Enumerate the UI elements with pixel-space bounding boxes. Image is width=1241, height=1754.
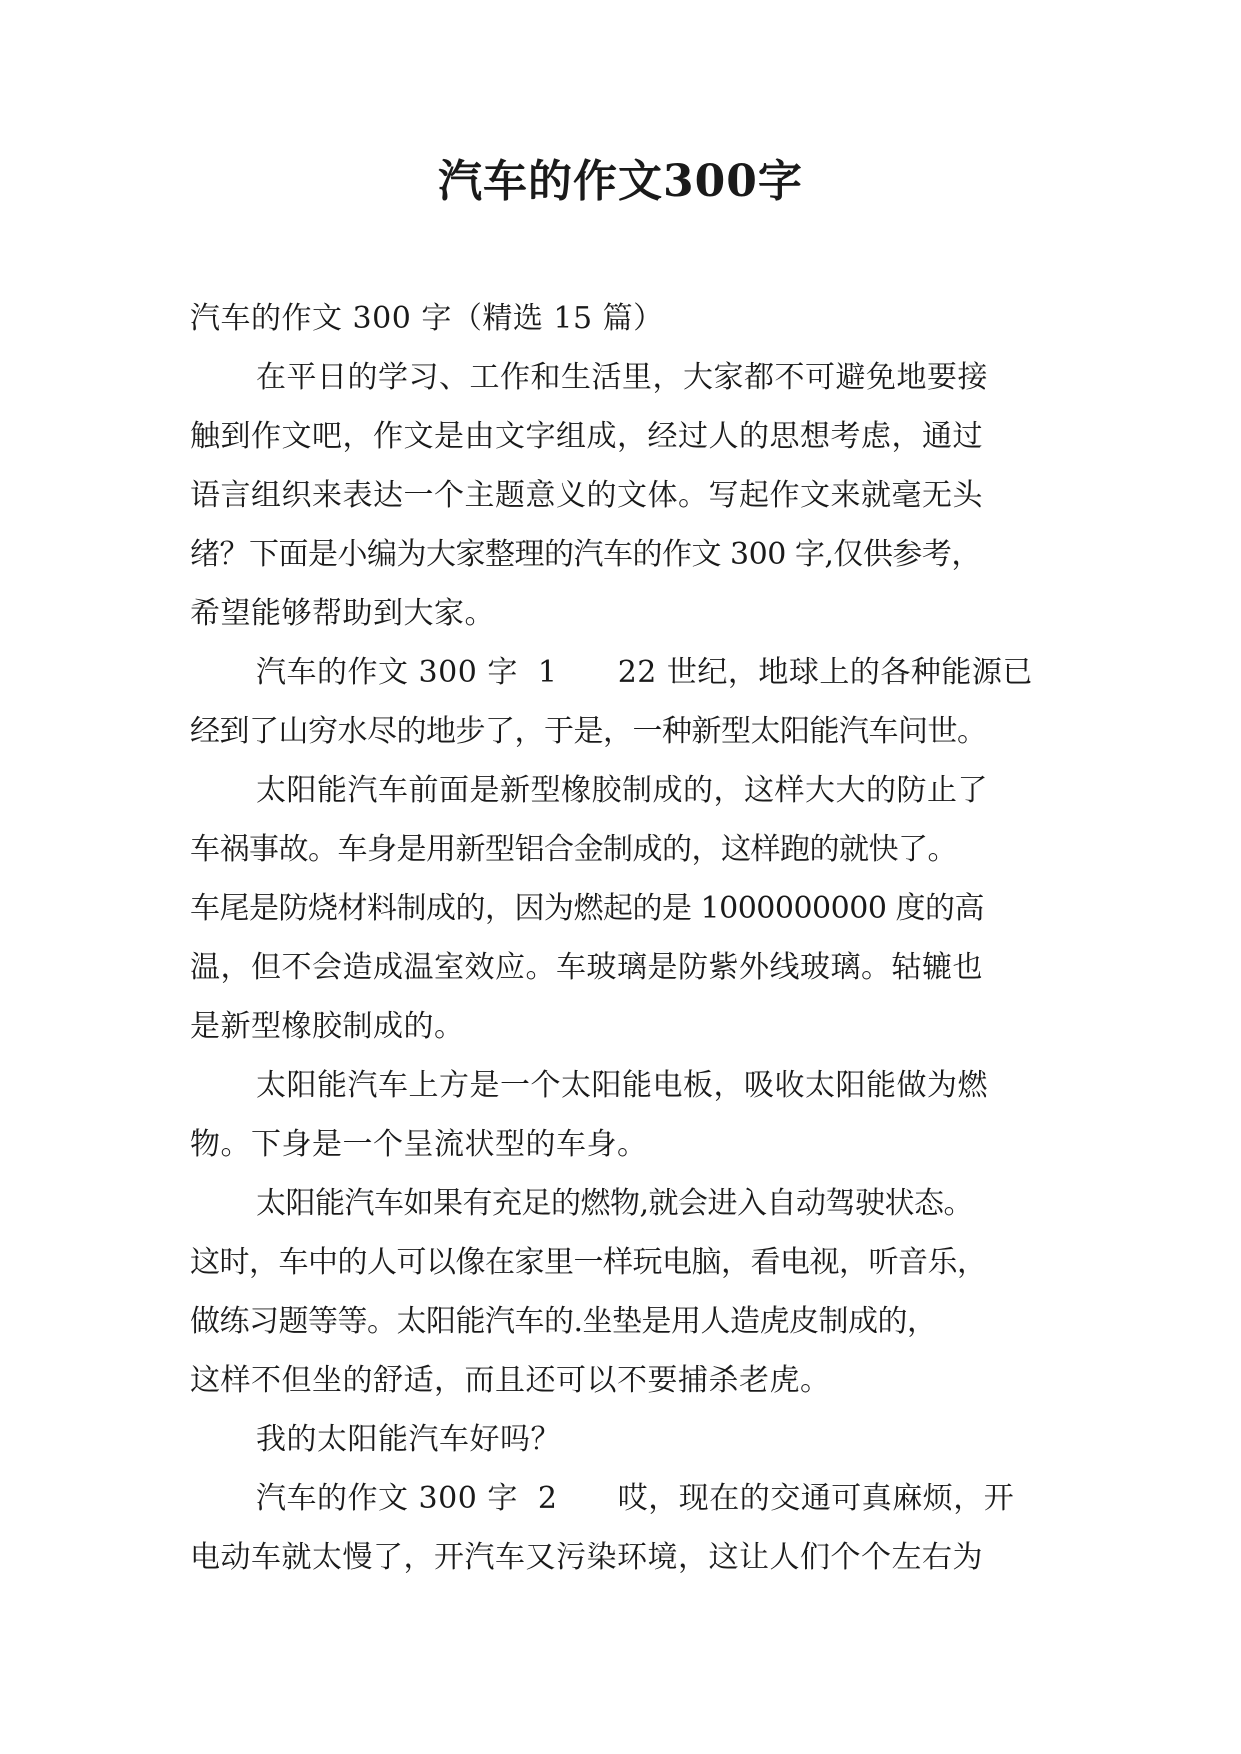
paragraph-line: 经到了山穷水尽的地步了，于是，一种新型太阳能汽车问世。 xyxy=(190,714,987,749)
paragraph-line: 电动车就太慢了，开汽车又污染环境，这让人们个个左右为 xyxy=(190,1540,983,1575)
paragraph-line: 这时，车中的人可以像在家里一样玩电脑，看电视，听音乐， xyxy=(190,1245,987,1280)
paragraph-line: 希望能够帮助到大家。 xyxy=(190,596,495,631)
paragraph-line: 我的太阳能汽车好吗？ xyxy=(256,1422,561,1457)
paragraph-line: 太阳能汽车上方是一个太阳能电板，吸收太阳能做为燃 xyxy=(256,1068,988,1103)
paragraph-line: 绪？下面是小编为大家整理的汽车的作文 300 字,仅供参考， xyxy=(190,537,981,572)
paragraph-line: 触到作文吧，作文是由文字组成，经过人的思想考虑，通过 xyxy=(190,419,983,454)
paragraph-line: 物。下身是一个呈流状型的车身。 xyxy=(190,1127,648,1162)
paragraph-line: 太阳能汽车如果有充足的燃物,就会进入自动驾驶状态。 xyxy=(256,1186,974,1221)
document-body xyxy=(190,289,1060,1587)
paragraph-line: 语言组织来表达一个主题意义的文体。写起作文来就毫无头 xyxy=(190,478,983,513)
paragraph-line: 温，但不会造成温室效应。车玻璃是防紫外线玻璃。轱辘也 xyxy=(190,950,983,985)
essay-heading-line: 汽车的作文 300 字 2 哎，现在的交通可真麻烦，开 xyxy=(256,1481,1015,1516)
paragraph-line: 太阳能汽车前面是新型橡胶制成的，这样大大的防止了 xyxy=(256,773,988,808)
paragraph-line: 车尾是防烧材料制成的，因为燃起的是 1000000000 度的高 xyxy=(190,891,984,926)
subtitle-line: 汽车的作文 300 字（精选 15 篇） xyxy=(190,301,664,336)
document-title: 汽车的作文300字 xyxy=(438,156,803,207)
paragraph-line: 是新型橡胶制成的。 xyxy=(190,1009,465,1044)
paragraph-line: 这样不但坐的舒适，而且还可以不要捕杀老虎。 xyxy=(190,1363,831,1398)
paragraph-line: 车祸事故。车身是用新型铝合金制成的，这样跑的就快了。 xyxy=(190,832,957,867)
paragraph-line: 做练习题等等。太阳能汽车的.坐垫是用人造虎皮制成的， xyxy=(190,1304,937,1339)
paragraph-line: 在平日的学习、工作和生活里，大家都不可避免地要接 xyxy=(256,360,988,395)
essay-heading-line: 汽车的作文 300 字 1 22 世纪，地球上的各种能源已 xyxy=(256,655,1033,690)
